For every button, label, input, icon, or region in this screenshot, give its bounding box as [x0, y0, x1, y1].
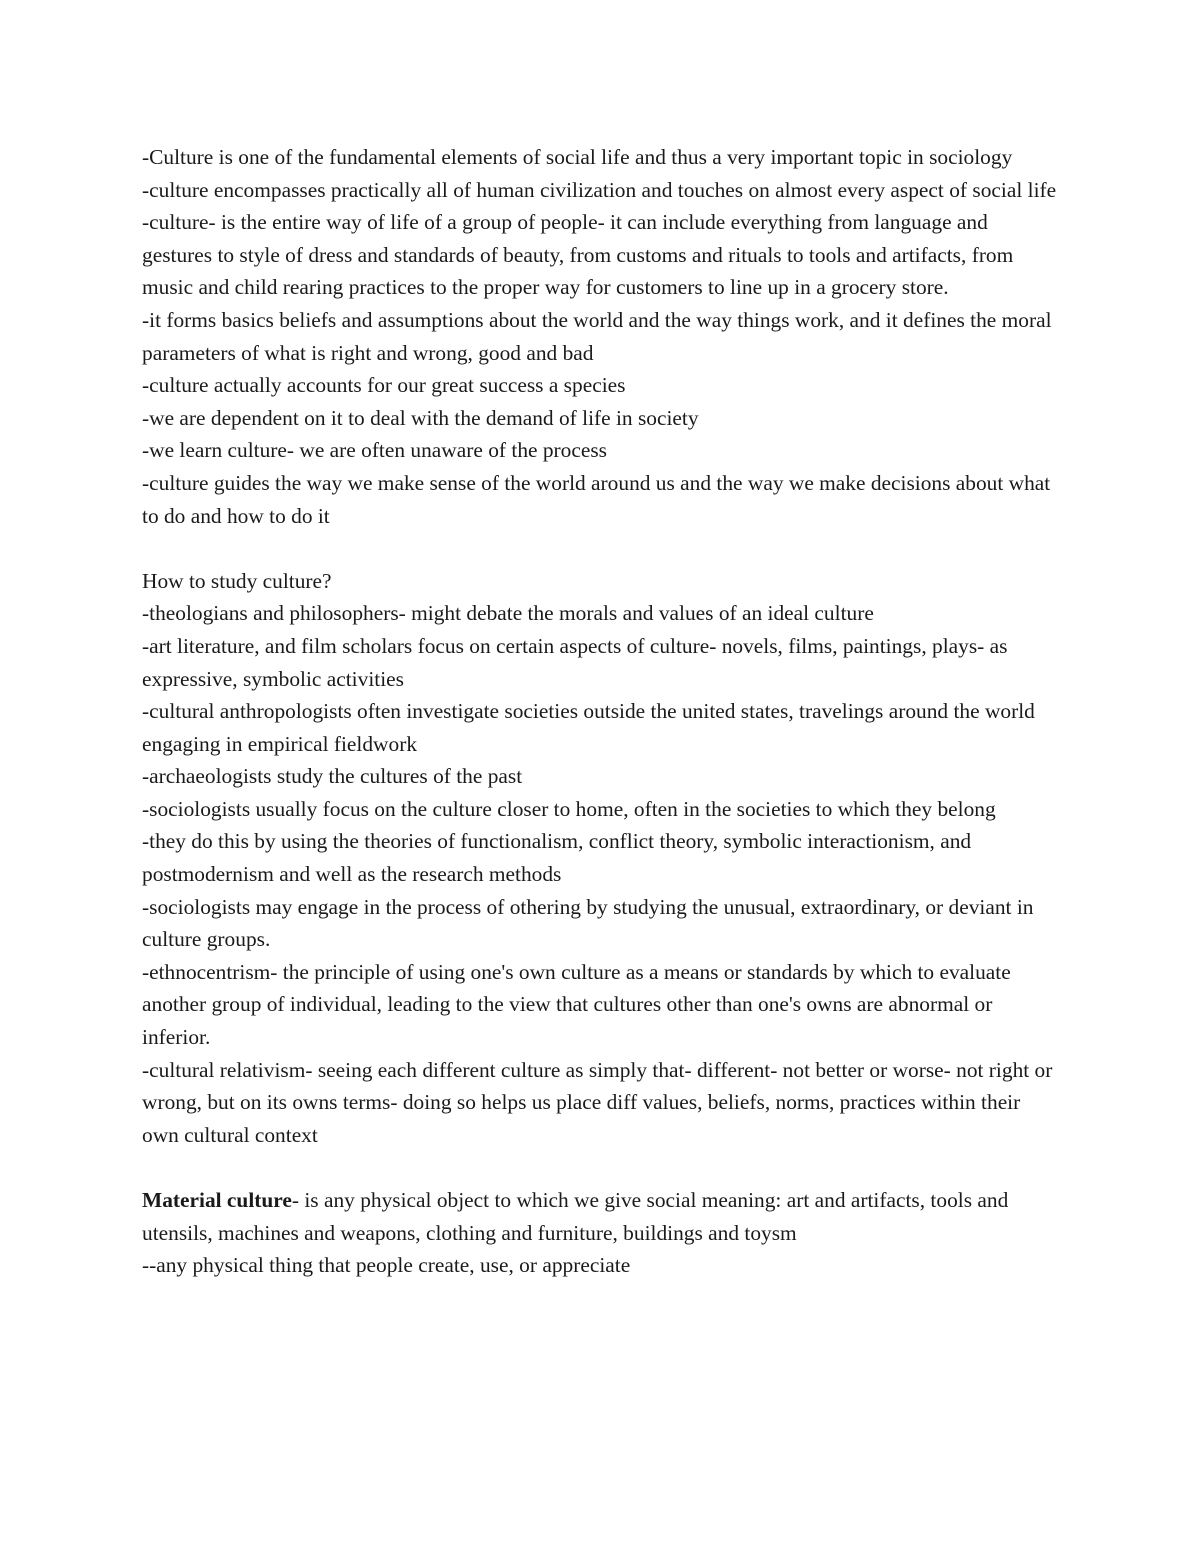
intro-line: -we learn culture- we are often unaware of the process: [142, 438, 608, 463]
study-line: -sociologists may engage in the process of othering by studying the unusual, extraordinary, or deviant in culture groups.: [142, 894, 1034, 952]
study-line: -art literature, and film scholars focus on certain aspects of culture- novels, films, paintings, plays- as expressive, symbolic activities: [142, 633, 1008, 691]
intro-line: -Culture is one of the fundamental elements of social life and thus a very important topic in sociology: [142, 145, 1013, 169]
material-culture-term: Material culture: [142, 1188, 292, 1212]
material-culture-definition: [142, 1184, 1060, 1249]
material-culture-text: - is any physical object to which we give social meaning: art and artifacts, tools and utensils, machines and weapons, clothing and furniture, buildings and toysm: [142, 1188, 1009, 1245]
study-line: -archaeologists study the cultures of the past: [142, 764, 523, 789]
document-body: [142, 141, 1060, 1282]
intro-line: -we are dependent on it to deal with the demand of life in society: [142, 405, 699, 430]
study-line: -theologians and philosophers- might debate the morals and values of an ideal culture: [142, 601, 874, 626]
study-line: -sociologists usually focus on the culture closer to home, often in the societies to which they belong: [142, 796, 996, 821]
intro-line: -culture- is the entire way of life of a group of people- it can include everything from language and gestures to style of dress and standards of beauty, from customs and rituals to tools and artifacts, from music and child rearing practices to the proper way for customers to line up in a grocery store.: [142, 210, 1014, 300]
study-line: -they do this by using the theories of functionalism, conflict theory, symbolic interactionism, and postmodernism and well as the research methods: [142, 829, 972, 887]
study-line: -cultural relativism- seeing each different culture as simply that- different- not better or worse- not right or wrong, but on its owns terms- doing so helps us place diff values, beliefs, norms, practices within their own cultural context: [142, 1057, 1053, 1147]
paragraph-gap: [142, 532, 1060, 565]
intro-line: -culture actually accounts for our great success a species: [142, 373, 626, 398]
intro-line: -it forms basics beliefs and assumptions about the world and the way things work, and it defines the moral parameters of what is right and wrong, good and bad: [142, 307, 1052, 365]
study-line: -ethnocentrism- the principle of using one's own culture as a means or standards by which to evaluate another group of individual, leading to the view that cultures other than one's owns are abnormal or inferior.: [142, 959, 1011, 1050]
material-culture-note: --any physical thing that people create, use, or appreciate: [142, 1253, 631, 1278]
section-heading: How to study culture?: [142, 568, 332, 593]
intro-line: -culture guides the way we make sense of the world around us and the way we make decisions about what to do and how to do it: [142, 470, 1051, 528]
study-line: -cultural anthropologists often investigate societies outside the united states, travelings around the world engaging in empirical fieldwork: [142, 699, 1035, 756]
paragraph-gap: [142, 1151, 1060, 1184]
intro-line: -culture encompasses practically all of human civilization and touches on almost every aspect of social life: [142, 177, 1057, 202]
